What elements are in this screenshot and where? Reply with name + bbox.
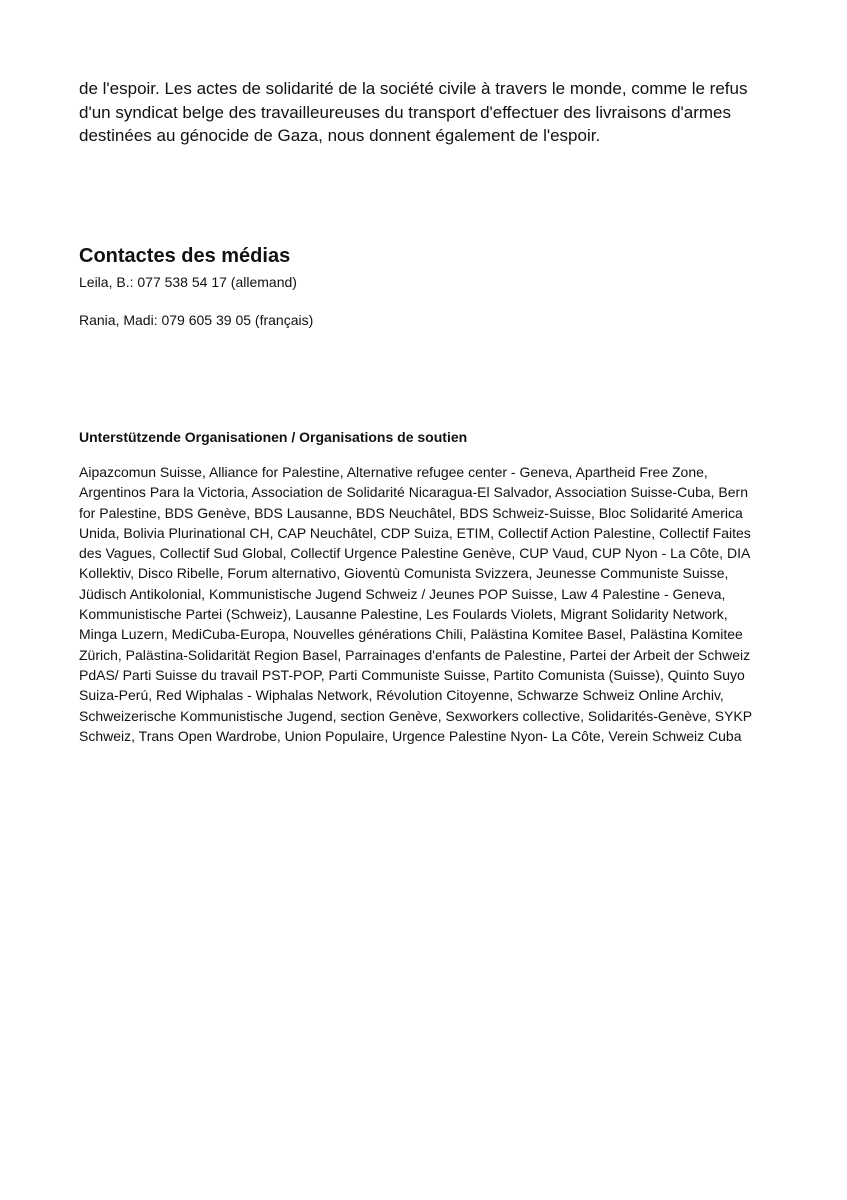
organisations-line: Minga Luzern, MediCuba-Europa, Nouvelles générations Chili, Palästina Komitee Basel, Palästina Komitee — [79, 626, 743, 643]
media-contact-item: Leila, B.: 077 538 54 17 (allemand) — [79, 274, 297, 290]
organisations-line: Kommunistische Partei (Schweiz), Lausanne Palestine, Les Foulards Violets, Migrant Solidarity Network, — [79, 606, 728, 623]
intro-line: d'un syndicat belge des travailleureuses du transport d'effectuer des livraisons d'armes — [79, 102, 732, 122]
organisations-line: Schweizerische Kommunistische Jugend, section Genève, Sexworkers collective, Solidarités-Genève, SYKP — [79, 707, 753, 724]
supporting-organisations-list — [79, 462, 779, 746]
intro-paragraph — [79, 77, 779, 148]
organisations-line: Schweiz, Trans Open Wardrobe, Union Populaire, Urgence Palestine Nyon- La Côte, Verein Schweiz Cuba — [79, 727, 742, 744]
media-contacts-heading: Contactes des médias — [79, 245, 291, 267]
organisations-line: Jüdisch Antikolonial, Kommunistische Jugend Schweiz / Jeunes POP Suisse, Law 4 Palestine - Geneva, — [79, 585, 726, 602]
media-contact-item: Rania, Madi: 079 605 39 05 (français) — [79, 312, 314, 328]
organisations-line: Argentinos Para la Victoria, Association de Solidarité Nicaragua-El Salvador, Association Suisse-Cuba, Bern — [79, 484, 748, 501]
intro-line: destinées au génocide de Gaza, nous donnent également de l'espoir. — [79, 126, 601, 145]
intro-line: de l'espoir. Les actes de solidarité de la société civile à travers le monde, comme le refus — [79, 79, 748, 98]
organisations-line: des Vagues, Collectif Sud Global, Collectif Urgence Palestine Genève, CUP Vaud, CUP Nyon - La Côte, DIA — [79, 545, 751, 562]
organisations-line: for Palestine, BDS Genève, BDS Lausanne, BDS Neuchâtel, BDS Schweiz-Suisse, Bloc Solidarité America — [79, 504, 743, 521]
organisations-line: Suiza-Perú, Red Wiphalas - Wiphalas Network, Révolution Citoyenne, Schwarze Schweiz Online Archiv, — [79, 687, 724, 704]
organisations-line: Aipazcomun Suisse, Alliance for Palestine, Alternative refugee center - Geneva, Apartheid Free Zone, — [79, 464, 708, 480]
organisations-line: Unida, Bolivia Plurinational CH, CAP Neuchâtel, CDP Suiza, ETIM, Collectif Action Palestine, Collectif Faites — [79, 524, 751, 541]
organisations-line: Zürich, Palästina-Solidarität Region Basel, Parrainages d'enfants de Palestine, Partei der Arbeit der Schweiz — [79, 646, 751, 663]
supporting-organisations-heading: Unterstützende Organisationen / Organisations de soutien — [79, 429, 468, 445]
organisations-line: Kollektiv, Disco Ribelle, Forum alternativo, Gioventù Comunista Svizzera, Jeunesse Communiste Suisse, — [79, 565, 729, 582]
organisations-line: PdAS/ Parti Suisse du travail PST-POP, Parti Communiste Suisse, Partito Comunista (Suisse), Quinto Suyo — [79, 666, 745, 683]
